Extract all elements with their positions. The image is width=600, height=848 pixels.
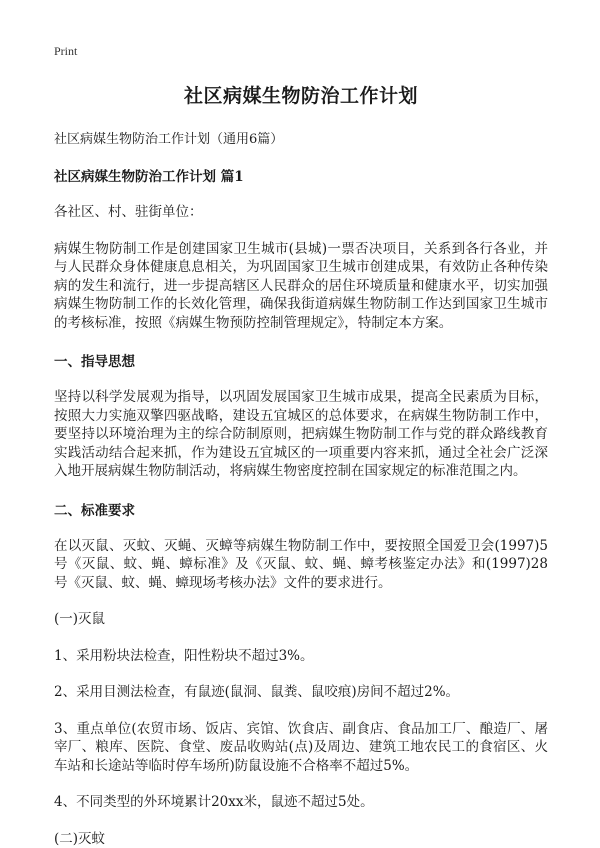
salutation: 各社区、村、驻街单位：	[54, 203, 548, 222]
list-item: 2、采用目测法检查，有鼠迹(鼠洞、鼠粪、鼠咬痕)房间不超过2%。	[54, 683, 548, 702]
subheading-mosquito-control: (二)灭蚊	[54, 830, 548, 848]
list-item: 4、不同类型的外环境累计20xx米，鼠迹不超过5处。	[54, 793, 548, 812]
standard-requirements-paragraph: 在以灭鼠、灭蚊、灭蝇、灭蟑等病媒生物防制工作中，要按照全国爱卫会(1997)5号《灭鼠、蚊、蝇、蟑标准》及《灭鼠、蚊、蝇、蟑考核鉴定办法》和(1997)28号《灭鼠、蚊、蝇、蟑现场考核办法》文件的要求进行。	[54, 537, 548, 593]
print-label: Print	[54, 44, 548, 59]
list-item: 3、重点单位(农贸市场、饭店、宾馆、饮食店、副食店、食品加工厂、酿造厂、屠宰厂、粮库、医院、食堂、废品收购站(点)及周边、建筑工地农民工的食宿区、火车站和长途站等临时停车场所)防鼠设施不合格率不超过5%。	[54, 720, 548, 776]
guiding-ideology-paragraph: 坚持以科学发展观为指导，以巩固发展国家卫生城市成果，提高全民素质为目标，按照大力实施双擎四驱战略，建设五宜城区的总体要求，在病媒生物防制工作中，要坚持以环境治理为主的综合防制原则，把病媒生物防制工作与党的群众路线教育实践活动结合起来抓，作为建设五宜城区的一项重要内容来抓，通过全社会广泛深入地开展病媒生物防制活动，将病媒生物密度控制在国家规定的标准范围之内。	[54, 388, 548, 481]
document-subtitle: 社区病媒生物防治工作计划（通用6篇）	[54, 128, 548, 147]
subheading-rodent-control: (一)灭鼠	[54, 610, 548, 629]
heading-guiding-ideology: 一、指导思想	[54, 350, 548, 370]
page-title: 社区病媒生物防治工作计划	[54, 81, 548, 108]
intro-paragraph: 病媒生物防制工作是创建国家卫生城市(县城)一票否决项目，关系到各行各业，并与人民群众身体健康息息相关，为巩固国家卫生城市创建成果，有效防止各种传染病的发生和流行，进一步提高辖区人民群众的居住环境质量和健康水平，切实加强病媒生物防制工作的长效化管理，确保我街道病媒生物防制工作达到国家卫生城市的考核标准，按照《病媒生物预防控制管理规定》，特制定本方案。	[54, 240, 548, 333]
section-title: 社区病媒生物防治工作计划 篇1	[54, 165, 548, 185]
list-item: 1、采用粉块法检查，阳性粉块不超过3%。	[54, 647, 548, 666]
heading-standard-requirements: 二、标准要求	[54, 499, 548, 519]
